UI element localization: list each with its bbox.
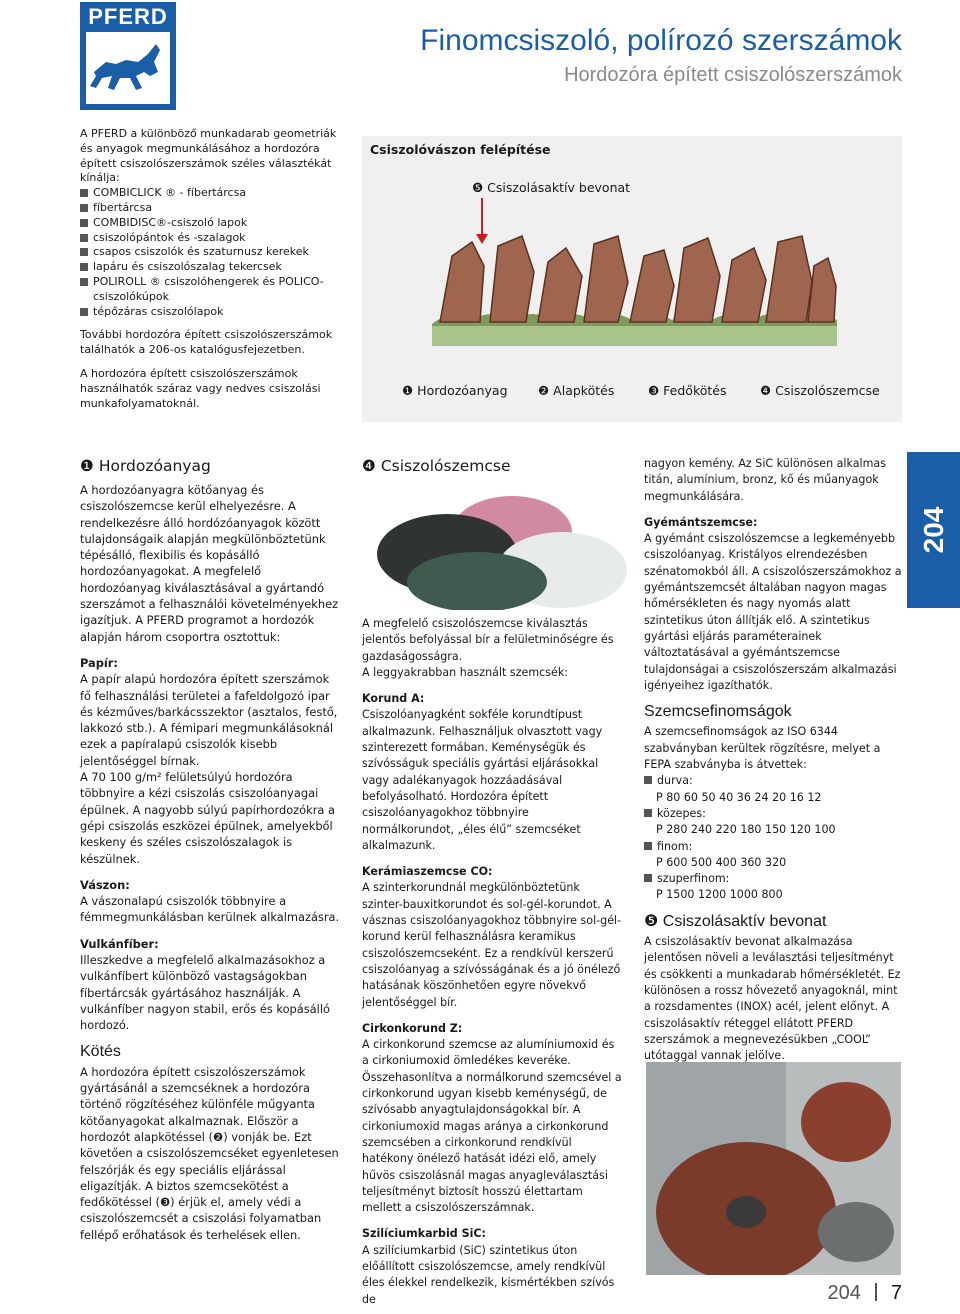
grain-illustration (362, 196, 902, 356)
heading-grain: ❹ Csiszolószemcse (362, 457, 511, 475)
list-item (80, 245, 345, 260)
paper-heading: Papír: (80, 655, 118, 670)
intro-lead: A PFERD a különböző munkadarab geometriák és anyagok megmunkálásához a hordozóra épített csiszolószerszámok széles választékát kínálja: (80, 127, 337, 185)
ceramic-text: A szinterkorundnál megkülönböztetünk szinter-bauxitkorundot és sol-gél-korundot. A vásznas csiszolóanyagokhoz többnyire sol-gél-korund kerül felhasználásra keramikus csiszolószemcseként. Ez a rendkívül kerszerű csiszolóanyag a szívósságának és a jó önélező hatásának köszönhetően egyre növekvő jelentőséggel bír. (362, 881, 622, 1009)
paper-text-2: A 70 100 g/m² felületsúlyú hordozóra többnyire a kézi csiszolás csiszolóanyagai épülnek. A nagyobb súlyú papírhordozókra a gépi csiszolás eszközei épülnek, amelyekből keskeny és széles csiszolószalagok is készülnek. (80, 770, 335, 866)
chapter-tab (907, 452, 960, 608)
bond-text: A hordozóra épített csiszolószerszámok gyártásánál a szemcséknek a hordozóra történő rögzítéséhez különféle műgyanta kötőanyagokat alkalmaznak. Először a hordozót alapkötéssel (❷) vonják be. Ezt követően a csiszolószemcséket egyenletesen felszórják és egy speciális eljárással eligazítják. A biztos szemcsekötést a fedőkötéssel (❸) érjük el, amely védi a csiszolószemcsét a csiszolási folyamatban fellépő erőhatások és terhelések ellen. (80, 1064, 339, 1242)
pferd-logo (80, 2, 176, 110)
bullet-square-icon (80, 248, 88, 256)
grit-label: durva: (657, 774, 693, 788)
bullet-square-icon (80, 278, 88, 286)
list-item (644, 806, 902, 822)
list-item-text: COMBIDISC®-csiszoló lapok (93, 215, 248, 229)
bullet-square-icon (80, 219, 88, 227)
intro-p2: További hordozóra épített csiszolószerszámok találhatók a 206-os katalógusfejezetben. (80, 328, 333, 357)
products-photo (646, 1062, 901, 1275)
logo-text: PFERD (88, 4, 168, 29)
column-2 (362, 456, 624, 482)
corundum-heading: Korund A: (362, 692, 425, 706)
bullet-square-icon (80, 189, 88, 197)
arrow-head-icon (476, 234, 488, 244)
grains (440, 236, 836, 322)
list-item-text: csapos csiszolók és szaturnusz kerekek (93, 245, 309, 259)
list-item (644, 871, 902, 887)
list-item-text: fíbertárcsa (93, 200, 153, 214)
grit-values: P 600 500 400 360 320 (656, 855, 787, 869)
list-item (80, 201, 345, 216)
page-number: 7 (890, 1282, 902, 1304)
diamond-text: A gyémánt csiszolószemcse a legkeményebb csiszolóanyag. Kristályos elrendezésben szénatomokból áll. A csiszolószerszámokhoz a gyémántszemcsét általában nagyon magas hőmérsékleten és nagy nyomás alatt szintetikus úton állítják elő. A szintetikus gyártási eljárás paraméterainek változtatásával a gyémántszemcse tulajdonságai a csiszolószerszám alkalmazási igényeihez igazíthatók. (644, 532, 902, 692)
grit-values: P 80 60 50 40 36 24 20 16 12 (656, 790, 822, 804)
list-item-text: COMBICLICK ® - fíbertárcsa (93, 186, 247, 200)
legend-carrier: ❶ Hordozóanyag (402, 383, 508, 398)
bullet-square-icon (80, 263, 88, 271)
grit-label: közepes: (657, 806, 706, 820)
diagram-coating-label: ❺ Csiszolásaktív bevonat (472, 180, 631, 195)
carrier-layer (432, 324, 837, 346)
ceramic-heading: Kerámiaszemcse CO: (362, 865, 493, 879)
intro-p3: A hordozóra épített csiszolószerszámok használhatók száraz vagy nedves csiszolási munkafolyamatoknál. (80, 366, 321, 410)
diagram-title: Csiszolóvászon felépítése (370, 142, 551, 157)
grit-values: P 280 240 220 180 150 120 100 (656, 823, 836, 837)
bullet-square-icon (80, 308, 88, 316)
intro-text (80, 127, 345, 411)
diamond-heading: Gyémántszemcse: (644, 515, 758, 529)
canvas-text: A vászonalapú csiszolók többnyire a fémmegmunkálásban kerülnek alkalmazásra. (80, 894, 340, 925)
active-coating-heading: ❺ Csiszolásaktív bevonat (644, 912, 827, 930)
bullet-square-icon (644, 776, 652, 784)
sic-cont-text: nagyon kemény. Az SiC különösen alkalmas titán, alumínium, bronz, kő és műanyagok megmunkálására. (644, 457, 887, 503)
bond-heading: Kötés (80, 1042, 121, 1060)
bullet-square-icon (644, 809, 652, 817)
page-subtitle: Hordozóra épített csiszolószerszámok (564, 64, 902, 86)
list-item (80, 260, 345, 275)
column-2-body (362, 616, 624, 1308)
footer-divider (875, 1283, 877, 1301)
canvas-heading: Vászon: (80, 877, 130, 892)
grit-label: szuperfinom: (657, 872, 730, 886)
active-coating-text: A csiszolásaktív bevonat alkalmazása jelentősen növeli a leválasztási teljesítményt és csökkenti a munkadarab hőmérsékletét. Ez különösen a rossz hővezető anyagoknál, mint a rozsdamentes (INOX) acél, jelent előnyt. A csiszolásaktív réteggel ellátott PFERD szerszámok a megnevezésükben „COOL” utótaggal vannak jelölve. (644, 935, 901, 1063)
list-item-text: lapáru és csiszolószalag tekercsek (93, 260, 282, 274)
grain-text-2: A leggyakrabban használt szemcsék: (362, 665, 569, 679)
zirconia-text: A cirkonkorund szemcse az alumíniumoxid és a cirkoniumoxid ömledékes keveréke. Összehasonlítva a normálkorund szemcsével a cirkonkorund ugyan kisebb keménységű, de szívósabb anyagtulajdonságokkal bír. A cirkoniumoxid magas aránya a cirkonkorund szemcsében a cirkonkorund rendkívül hatékony önélező hatását idézi elő, amely hűvös csiszolásnál magas anyagleválasztási teljesítményt biztosít hosszú élettartam mellett a csiszolószerszámnak. (362, 1038, 622, 1215)
grit-label: finom: (657, 839, 693, 853)
heading-carrier: ❶ Hordozóanyag (80, 457, 211, 475)
bullet-square-icon (80, 234, 88, 242)
legend-grain: ❹ Csiszolószemcse (760, 383, 880, 398)
carrier-text: A hordozóanyagra kötőanyag és csiszolószemcse kerül elhelyezésre. A rendelkezésre álló hordózóanyagok között tulajdonságaik alapján megkülönböztetünk tépésálló, flexibilis és kopásálló hordozóanyagokat. A megfelelő hordozóanyag kiválasztásával a gyártandó szerszámot a felhasználói követelményekhez igazítjuk. A PFERD programot a hordozók alapján három csoportra osztottuk: (80, 483, 339, 644)
paper-text-1: A papír alapú hordozóra épített szerszámok fő felhasználási területei a fafeldolgozó ipar és kézműves/barkácsszektor (asztalos, festő, lakkozó stb.). A fémipari megmunkálásoknál ezek a papíralapú csiszolók kisebb jelentőséggel bírnak. (80, 672, 338, 768)
abrasive-structure-diagram (362, 136, 902, 422)
bullet-square-icon (80, 204, 88, 212)
fiber-heading: Vulkánfíber: (80, 936, 159, 951)
grit-values: P 1500 1200 1000 800 (656, 888, 783, 902)
corundum-text: Csiszolóanyagként sokféle korundtípust alkalmazunk. Felhasználjuk olvasztott vagy szinterezett formában. Keménységük és szívósságuk speciális gyártási eljárásokkal vagy adalékanyagok hozzáadásával befolyásolható. Hordozóra épített csiszolóanyagokhoz többnyire normálkorundot, „éles élű” szemcséket alkalmazunk. (362, 708, 603, 852)
list-item (644, 773, 902, 789)
grit-size-list (644, 773, 902, 903)
zirconia-heading: Cirkonkorund Z: (362, 1021, 463, 1035)
legend-top-bond: ❸ Fedőkötés (648, 383, 727, 398)
chapter-number: 204 (827, 1282, 861, 1304)
grain-piles-image (362, 482, 630, 610)
list-item (644, 839, 902, 855)
list-item (80, 216, 345, 231)
list-item-text: POLIROLL ® csiszolóhengerek és POLICO-csiszolókúpok (93, 274, 324, 303)
bullet-square-icon (644, 874, 652, 882)
intro-list (80, 186, 345, 319)
list-item (80, 186, 345, 201)
column-3 (644, 456, 902, 1064)
horse-emblem (86, 32, 170, 104)
grain-text-1: A megfelelő csiszolószemcse kiválasztás jelentős befolyással bír a felületminőségre és gazdaságosságra. (362, 617, 614, 663)
list-item-text: csiszolópántok és -szalagok (93, 230, 246, 244)
list-item (80, 305, 345, 320)
page-title: Finomcsiszoló, polírozó szerszámok (420, 24, 902, 57)
column-1 (80, 456, 342, 1243)
chapter-tab-number: 204 (917, 506, 949, 554)
list-item (80, 275, 345, 305)
sic-text: A szilíciumkarbid (SiC) szintetikus úton előállított csiszolószemcse, amely rendkívül éles élekkel rendelkezik, kismértékben szívós de (362, 1243, 615, 1306)
grit-text: A szemcsefinomságok az ISO 6344 szabványban kerültek rögzítésre, melyet a FEPA szabványba is átvettek: (644, 725, 881, 772)
page-footer (828, 1282, 903, 1305)
bullet-square-icon (644, 842, 652, 850)
legend-base-bond: ❷ Alapkötés (538, 383, 615, 398)
fiber-text: Illeszkedve a megfelelő alkalmazásokhoz a vulkánfíbert különböző vastagságokban fíbertárcsák gyártásához használják. A vulkánfíber nagyon stabil, erős és kopásálló hordozó. (80, 953, 330, 1033)
sic-heading: Szilíciumkarbid SiC: (362, 1227, 486, 1241)
list-item-text: tépőzáras csiszolólapok (93, 304, 224, 318)
grit-heading: Szemcsefinomságok (644, 703, 792, 721)
list-item (80, 231, 345, 246)
